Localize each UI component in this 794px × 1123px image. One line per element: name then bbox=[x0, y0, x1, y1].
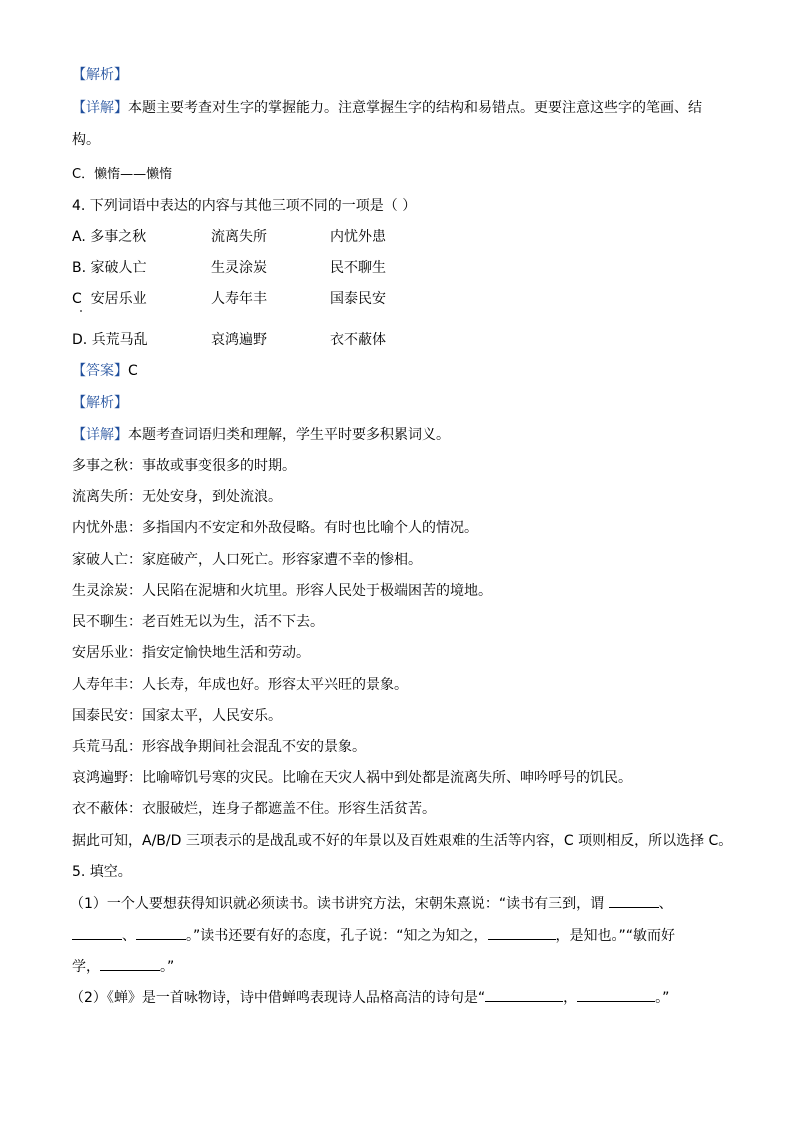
option-word: 哀鸿遍野 bbox=[211, 332, 267, 348]
explanation-line: 国泰民安：国家太平，人民安乐。 bbox=[72, 708, 282, 724]
q3-detail-text: 本题主要考查对生字的掌握能力。注意掌握生字的结构和易错点。更要注意这些字的笔画、结 bbox=[128, 100, 702, 116]
explanation-line: 人寿年丰：人长寿，年成也好。形容太平兴旺的景象。 bbox=[72, 677, 408, 693]
q4-stem: 4. 下列词语中表达的内容与其他三项不同的一项是（ ） bbox=[72, 198, 417, 214]
q5-part1-line3: 学， 。” bbox=[72, 956, 174, 977]
explanation-line: 哀鸿遍野：比喻啼饥号寒的灾民。比喻在天灾人祸中到处都是流离失所、呻吟呼号的饥民。 bbox=[72, 770, 632, 786]
analysis-tag: 【解析】 bbox=[72, 395, 128, 411]
fill-blank[interactable] bbox=[100, 956, 160, 971]
answer-value: C bbox=[128, 363, 138, 379]
fill-blank[interactable] bbox=[136, 925, 186, 940]
fill-blank[interactable] bbox=[609, 893, 659, 908]
explanation-line: 兵荒马乱：形容战争期间社会混乱不安的景象。 bbox=[72, 739, 366, 755]
option-label: B. 家破人亡 bbox=[72, 260, 147, 276]
option-word: 内忧外患 bbox=[330, 229, 386, 245]
explanation-line: 内忧外患：多指国内不安定和外敌侵略。有时也比喻个人的情况。 bbox=[72, 520, 478, 536]
q3-detail-line-1 bbox=[72, 98, 702, 118]
q5-part1-line2: 、 。”读书还要有好的态度，孔子说：“知之为知之， ，是知也。”“敏而好 bbox=[72, 925, 675, 946]
fill-blank[interactable] bbox=[72, 925, 122, 940]
option-c-dot-mark bbox=[80, 310, 82, 312]
q3-option-c: C．懒惰——懒惰 bbox=[72, 167, 173, 182]
option-word: 生灵涂炭 bbox=[211, 260, 267, 276]
q4-detail bbox=[72, 425, 450, 445]
detail-tag: 【详解】 bbox=[72, 100, 128, 116]
q5-part1-line1: （1）一个人要想获得知识就必须读书。读书讲究方法，宋朝朱熹说：“读书有三到，谓 、 bbox=[70, 893, 673, 914]
answer-tag: 【答案】 bbox=[72, 363, 128, 379]
fill-blank[interactable] bbox=[485, 987, 563, 1002]
explanation-line: 流离失所：无处安身，到处流浪。 bbox=[72, 489, 282, 505]
q5-part2: （2）《蝉》是一首咏物诗，诗中借蝉鸣表现诗人品格高洁的诗句是“ ， 。” bbox=[70, 987, 669, 1008]
explanation-line: 安居乐业：指安定愉快地生活和劳动。 bbox=[72, 645, 310, 661]
q4-conclusion: 据此可知，A/B/D 三项表示的是战乱或不好的年景以及百姓艰难的生活等内容，C 项则相反，所以选择 C。 bbox=[72, 833, 733, 849]
analysis-tag: 【解析】 bbox=[72, 67, 128, 83]
option-label: D. 兵荒马乱 bbox=[72, 332, 148, 348]
q4-answer bbox=[72, 361, 138, 381]
fill-blank[interactable] bbox=[577, 987, 655, 1002]
option-word: 人寿年丰 bbox=[211, 291, 267, 307]
q5-stem: 5. 填空。 bbox=[72, 864, 132, 880]
explanation-line: 多事之秋：事故或事变很多的时期。 bbox=[72, 458, 296, 474]
explanation-line: 衣不蔽体：衣服破烂，连身子都遮盖不住。形容生活贫苦。 bbox=[72, 801, 436, 817]
option-word: 衣不蔽体 bbox=[330, 332, 386, 348]
option-word: 国泰民安 bbox=[330, 291, 386, 307]
detail-tag: 【详解】 bbox=[72, 427, 128, 443]
q4-detail-text: 本题考查词语归类和理解，学生平时要多积累词义。 bbox=[128, 427, 450, 443]
fill-blank[interactable] bbox=[488, 925, 556, 940]
explanation-line: 家破人亡：家庭破产，人口死亡。形容家遭不幸的惨相。 bbox=[72, 552, 422, 568]
option-label: A. 多事之秋 bbox=[72, 229, 147, 245]
q3-detail-line-2: 构。 bbox=[72, 132, 100, 148]
explanation-line: 生灵涂炭：人民陷在泥塘和火坑里。形容人民处于极端困苦的境地。 bbox=[72, 583, 492, 599]
option-word: 流离失所 bbox=[211, 229, 267, 245]
explanation-line: 民不聊生：老百姓无以为生，活不下去。 bbox=[72, 614, 324, 630]
option-word: 民不聊生 bbox=[330, 260, 386, 276]
option-label: C 安居乐业 bbox=[72, 291, 147, 307]
